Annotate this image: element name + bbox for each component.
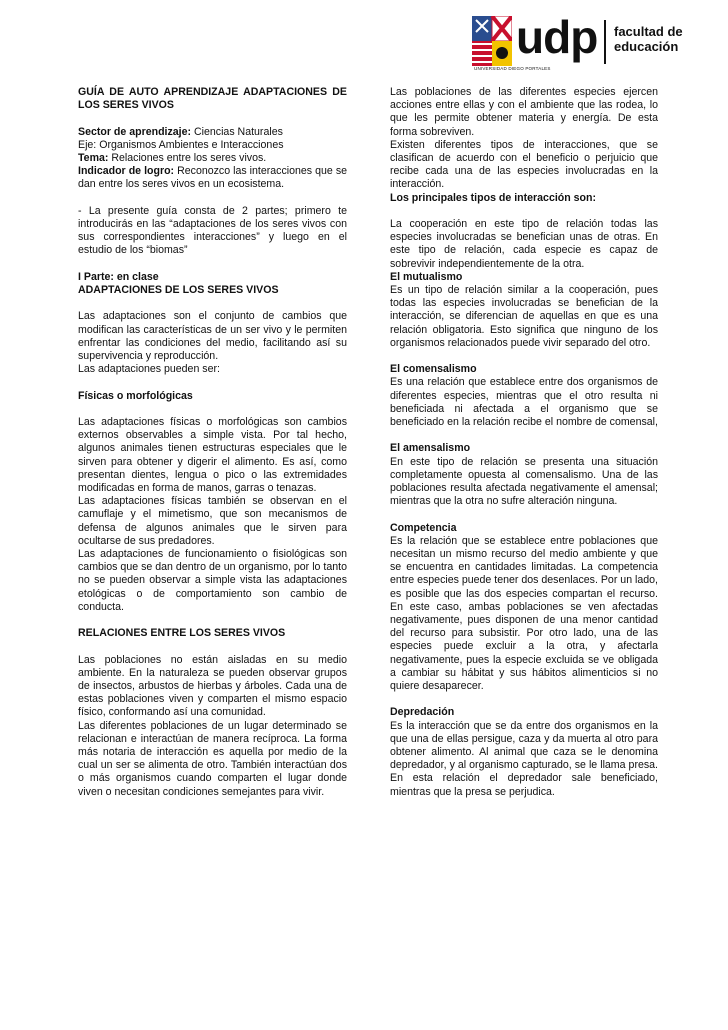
eje-line: Eje: Organismos Ambientes e Interacciones — [78, 138, 284, 151]
mutualismo-heading: El mutualismo — [390, 270, 463, 283]
relaciones-paragraph-2: Las diferentes poblaciones de un lugar determinado se relacionan e interactúan de manera recíproca. La forma más notaria de interacción es aquella por medio de la cual un ser se alimenta de otro. También interactúan dos o más organismos cuando comparten el lugar donde viven o necesitan condiciones semejantes para vivir. — [78, 719, 347, 798]
sector-line — [78, 126, 347, 139]
faculty-name — [614, 24, 683, 54]
funcionamiento-paragraph: Las adaptaciones de funcionamiento o fisiológicas son cambios que se dan dentro de un organismo, por lo tanto no se pueden observar a simple vista las adaptaciones etológicas o de comportamiento son cambio de conducta. — [78, 548, 347, 613]
depredacion-paragraph: Es la interacción que se da entre dos organismos en la que una de ellas persigue, caza y da muerta al otro para obtener alimento. Al animal que caza se le denomina depredador, y al organismo capturado, se le llama presa. En esta relación el depredador sale beneficiado, mientras que la presa se perjudica. — [390, 719, 658, 798]
udp-logo — [472, 11, 712, 72]
interacciones-paragraph: Existen diferentes tipos de interacciones, que se clasifican de acuerdo con el beneficio o perjuicio que recibe cada una de las especies involucradas en la interacción. — [390, 138, 658, 191]
comensalismo-heading: El comensalismo — [390, 363, 477, 376]
faculty-line-1: facultad de — [614, 24, 683, 39]
left-column — [78, 86, 347, 799]
tema-line — [78, 152, 347, 165]
tema-label: Tema: — [78, 152, 109, 164]
amensalismo-paragraph: En este tipo de relación se presenta una situación completamente opuesta al comensalismo. Una de las poblaciones resulta afectada negativamente el amensal; mientras que la otra no sufre alteración ninguna. — [390, 455, 658, 508]
intro-paragraph: - La presente guía consta de 2 partes; primero te introducirás en las “adaptaciones de los seres vivos con sus correspondientes interacciones” y luego en el estudio de los “biomas” — [78, 204, 347, 257]
indicador-value: Reconozco las interacciones que se dan entre los seres vivos en un ecosistema. — [78, 165, 348, 191]
competencia-heading: Competencia — [390, 521, 457, 534]
logo-subtitle: UNIVERSIDAD DIEGO PORTALES — [474, 66, 551, 71]
logo-wordmark: udp — [516, 11, 598, 63]
right-column — [390, 86, 658, 799]
guide-title: GUÍA DE AUTO APRENDIZAJE ADAPTACIONES DE LOS SERES VIVOS — [78, 86, 347, 112]
logo-divider — [604, 20, 606, 64]
comensalismo-paragraph: Es una relación que establece entre dos organismos de diferentes especies, mientras que el otro resulta ni beneficiada ni afectada a el organismo que se beneficiado en la relación recibe el nombre de comensal, — [390, 376, 658, 429]
depredacion-heading: Depredación — [390, 706, 455, 719]
adaptaciones-definition: Las adaptaciones son el conjunto de cambios que modifican las características de un ser vivo y le permiten enfrentar las condiciones del medio, facilitando así su supervivencia y reproducción. — [78, 310, 347, 362]
faculty-line-2: educación — [614, 39, 679, 54]
poblaciones-paragraph: Las poblaciones de las diferentes especies ejercen acciones entre ellas y con el ambiente que las rodea, lo que les permite obtener materia y energía. De esta forma sobreviven. — [390, 86, 658, 138]
indicador-line — [78, 165, 347, 191]
competencia-paragraph: Es la relación que se establece entre poblaciones que necesitan un mismo recurso del medio ambiente y que se encuentra en cantidades limitadas. La competencia entre especies puede tener dos desenlaces. Por un lado, es posible que las dos especies compartan el recurso. En este caso, ambas poblaciones se ven afectadas negativamente, pues disponen de una menor cantidad del recurso para subsistir. Por otro lado, una de las especies puede excluir a la otra, y afectarla negativamente, pues la especie excluida se ve obligada a cambiar su hábitat y sus hábitos alimenticios si no quiere desaparecer. — [390, 534, 658, 693]
tema-value: Relaciones entre los seres vivos. — [108, 152, 267, 164]
adaptaciones-heading: ADAPTACIONES DE LOS SERES VIVOS — [78, 284, 279, 296]
relaciones-paragraph-1: Las poblaciones no están aisladas en su medio ambiente. En la naturaleza se pueden observar grupos de insectos, arbustos de hierbas y árboles. Cada una de estas poblaciones viven y comparten el mismo espacio físico, conformando así una comunidad. — [78, 653, 347, 719]
tipos-heading: Los principales tipos de interacción son: — [390, 191, 597, 204]
university-shield-icon — [472, 16, 512, 66]
fisicas-paragraph-1: Las adaptaciones físicas o morfológicas son cambios externos observables a simple vista. Por tal hecho, algunos animales tienen estructuras especiales que le sirven para obtener y digerir el alimento. Es así, como presentan dientes, lengua o pico o las extremidades modificadas en forma de manos, garras o tenazas. — [78, 415, 347, 494]
adaptaciones-types: Las adaptaciones pueden ser: — [78, 363, 220, 376]
relaciones-heading: RELACIONES ENTRE LOS SERES VIVOS — [78, 627, 286, 640]
indicador-label: Indicador de logro: — [78, 165, 175, 178]
amensalismo-heading: El amensalismo — [390, 442, 471, 455]
cooperacion-paragraph: La cooperación en este tipo de relación todas las especies involucradas se benefician unas de otras. En este tipo de relación, cada especie es capaz de sobrevivir independientemente de la otra. — [390, 218, 658, 270]
sector-label: Sector de aprendizaje: — [78, 125, 192, 138]
sector-value: Ciencias Naturales — [191, 125, 283, 138]
mutualismo-paragraph: Es un tipo de relación similar a la cooperación, pues todas las especies involucradas se benefician de la interacción, se diferencian de aquellas en que es una relación obligatoria. Esto significa que ninguno de los organismos relacionados puede vivir separado del otro. — [390, 284, 658, 349]
part1-heading: I Parte: en clase — [78, 270, 159, 283]
fisicas-heading: Físicas o morfológicas — [78, 389, 193, 402]
fisicas-paragraph-2: Las adaptaciones físicas también se observan en el camuflaje y el mimetismo, que son mecanismos de defensa de algunos animales que le sirven para ocultarse de sus predadores. — [78, 495, 347, 547]
